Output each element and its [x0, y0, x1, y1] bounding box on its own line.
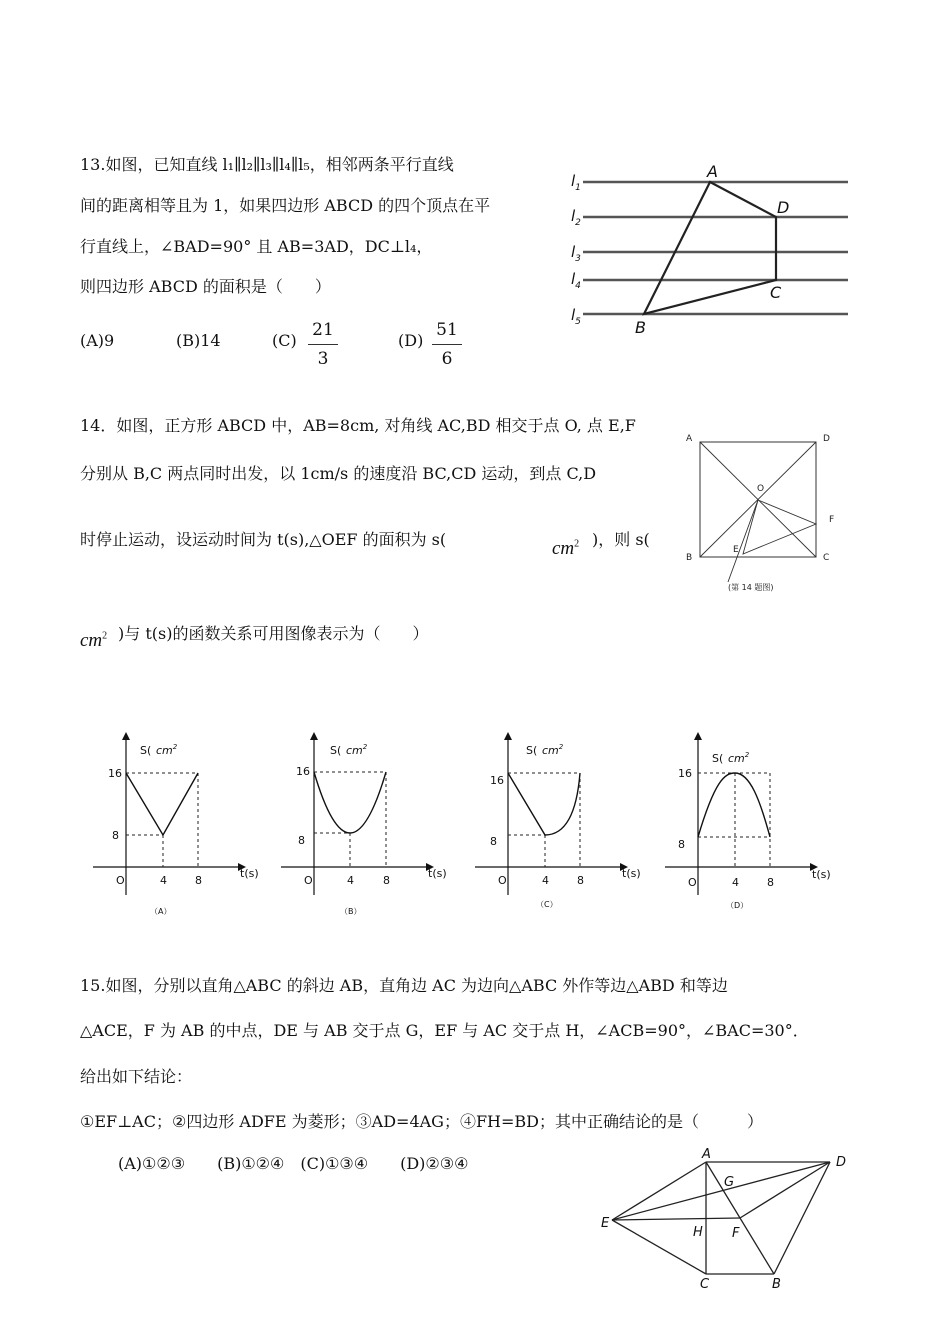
label-d: D	[823, 434, 830, 444]
label-l1: $l_1$	[571, 172, 581, 193]
q13-option-c-fraction	[308, 320, 338, 369]
graph-a-curve	[126, 773, 198, 835]
q13-option-c: (C)	[272, 331, 297, 350]
graph-c-curve	[508, 773, 580, 835]
q13-option-a: (A)9	[80, 331, 115, 350]
label-b: B	[772, 1277, 781, 1292]
q13-figure	[565, 160, 865, 340]
graph-a	[88, 730, 268, 920]
q15-line2: △ACE，F 为 AB 的中点，DE 与 AB 交于点 G，EF 与 AC 交于点 H，∠ACB=90°，∠BAC=30°．	[80, 1021, 809, 1040]
q13-option-d: (D)	[398, 331, 424, 350]
q15-figure	[598, 1148, 858, 1298]
label-l2: $l_2$	[571, 207, 581, 228]
svg-text:cm2: $cm^2$	[542, 743, 564, 757]
q13-line4: 则四边形 ABCD 的面积是（ ）	[80, 277, 331, 296]
graph-a-ytick-16: 16	[108, 767, 122, 780]
q14-line3a: 时停止运动，设运动时间为 t(s),△OEF 的面积为 s(	[80, 530, 447, 549]
label-point-c: C	[770, 283, 782, 302]
graph-b-xlabel: t(s)	[428, 867, 447, 880]
label-l3: $l_3$	[571, 243, 581, 264]
quadrilateral-abcd	[644, 182, 776, 314]
graph-d-curve	[698, 773, 770, 837]
graph-a-xtick-4: 4	[160, 874, 167, 887]
label-l5: $l_5$	[571, 306, 581, 327]
graph-b-label: （B）	[340, 907, 362, 916]
graph-b-origin: O	[304, 874, 313, 887]
q15-line1: 15.如图，分别以直角△ABC 的斜边 AB，直角边 AC 为边向△ABC 外作等边△ABD 和等边	[80, 976, 728, 995]
unit-cm: cm	[80, 630, 103, 651]
q13-line2: 间的距离相等且为 1，如果四边形 ABCD 的四个顶点在平	[80, 196, 491, 215]
label-h: H	[693, 1225, 703, 1240]
segment-o-line	[728, 500, 758, 582]
label-point-d: D	[777, 198, 790, 217]
graph-a-xtick-8: 8	[195, 874, 202, 887]
label-e: E	[601, 1216, 610, 1231]
q13-option-b: (B)14	[176, 331, 221, 350]
label-a: A	[686, 434, 693, 444]
graph-a-ytick-8: 8	[112, 829, 119, 842]
label-c: C	[823, 553, 830, 563]
q14-line4: )与 t(s)的函数关系可用图像表示为（ ）	[118, 624, 429, 643]
graph-c-label: （C）	[536, 900, 558, 909]
graph-a-label: （A）	[150, 907, 172, 916]
segment-ea	[612, 1162, 706, 1220]
label-a: A	[702, 1147, 711, 1162]
segment-ef	[612, 1218, 740, 1220]
label-o: O	[757, 484, 765, 494]
q13-option-c-denominator: 3	[317, 349, 329, 369]
unit-sup: 2	[102, 630, 108, 642]
label-b: B	[686, 553, 693, 563]
q14-unit-cm2-a	[552, 538, 579, 560]
q13-option-c-numerator: 21	[308, 320, 338, 345]
graph-d-xlabel: t(s)	[812, 868, 831, 881]
q15-options: (A)①②③ (B)①②④ (C)①③④ (D)②③④	[118, 1154, 469, 1173]
graph-d	[660, 730, 840, 920]
q14-line3b: )，则 s(	[592, 530, 650, 549]
graph-b-ytick-8: 8	[298, 834, 305, 847]
graph-d-ytick-8: 8	[678, 838, 685, 851]
label-c: C	[700, 1277, 710, 1292]
q14-square-figure	[683, 430, 843, 600]
graph-b	[276, 730, 456, 920]
graph-c-xtick-8: 8	[577, 874, 584, 887]
label-point-b: B	[635, 318, 646, 337]
svg-text:cm2: $cm^2$	[346, 743, 368, 757]
label-d: D	[836, 1155, 847, 1170]
svg-text:cm2: $cm^2$	[156, 743, 178, 757]
graph-b-ytick-16: 16	[296, 765, 310, 778]
graph-d-xtick-4: 4	[732, 876, 739, 889]
graph-b-ylabel: S(	[330, 744, 342, 757]
graph-d-label: （D）	[726, 901, 749, 910]
graph-b-curve	[314, 772, 386, 833]
label-f: F	[732, 1226, 740, 1241]
unit-cm: cm	[552, 538, 575, 559]
unit-sup: 2	[574, 538, 580, 550]
q13-option-d-numerator: 51	[432, 320, 462, 345]
q13-line1: 13.如图，已知直线 l₁∥l₂∥l₃∥l₄∥l₅，相邻两条平行直线	[80, 155, 454, 174]
segment-ed	[612, 1162, 830, 1220]
q15-line4: ①EF⊥AC；②四边形 ADFE 为菱形；③AD=4AG；④FH=BD；其中正确结论的是（ ）	[80, 1112, 764, 1131]
figure-caption: (第 14 题图)	[728, 583, 774, 592]
graph-d-origin: O	[688, 876, 697, 889]
graph-d-xtick-8: 8	[767, 876, 774, 889]
label-g: G	[724, 1175, 735, 1190]
graph-a-xlabel: t(s)	[240, 867, 259, 880]
graph-c-xlabel: t(s)	[622, 867, 641, 880]
svg-text:cm2: $cm^2$	[728, 751, 750, 765]
graph-d-ytick-16: 16	[678, 767, 692, 780]
graph-c-origin: O	[498, 874, 507, 887]
label-l4: $l_4$	[571, 270, 581, 291]
graph-b-xtick-4: 4	[347, 874, 354, 887]
q13-option-d-denominator: 6	[441, 349, 453, 369]
q14-unit-cm2-b	[80, 630, 107, 652]
label-point-a: A	[707, 162, 718, 181]
graph-a-origin: O	[116, 874, 125, 887]
graph-a-ylabel: S(	[140, 744, 152, 757]
graph-c-ytick-16: 16	[490, 774, 504, 787]
graph-c-xtick-4: 4	[542, 874, 549, 887]
label-f: F	[829, 515, 835, 525]
graph-c-ytick-8: 8	[490, 835, 497, 848]
graph-b-xtick-8: 8	[383, 874, 390, 887]
q14-line2: 分别从 B,C 两点同时出发，以 1cm/s 的速度沿 BC,CD 运动，到点 C,D	[80, 464, 597, 483]
q14-line1: 14．如图，正方形 ABCD 中，AB=8cm, 对角线 AC,BD 相交于点 O, 点 E,F	[80, 416, 636, 435]
graph-c	[470, 730, 650, 920]
q13-line3: 行直线上，∠BAD=90° 且 AB=3AD，DC⊥l₄，	[80, 237, 433, 256]
segment-ec	[612, 1220, 706, 1274]
q15-line3: 给出如下结论：	[80, 1067, 193, 1086]
graph-d-ylabel: S(	[712, 752, 724, 765]
graph-c-ylabel: S(	[526, 744, 538, 757]
label-e: E	[733, 545, 739, 555]
q13-option-d-fraction	[432, 320, 462, 369]
